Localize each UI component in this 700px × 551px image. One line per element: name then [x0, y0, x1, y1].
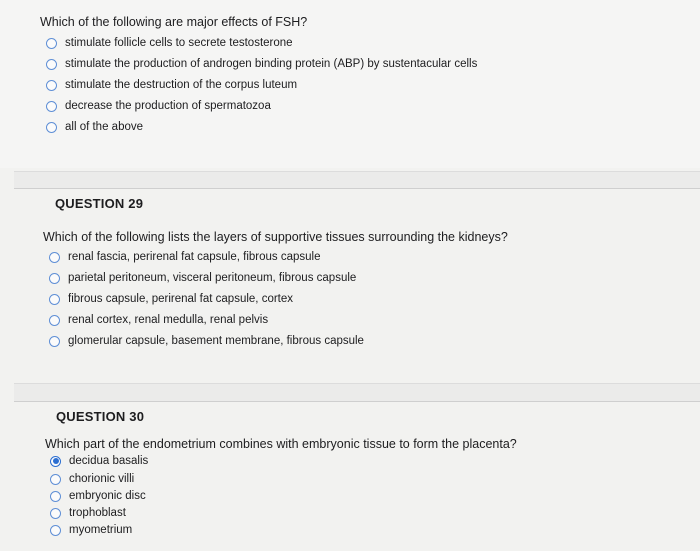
radio-button[interactable] — [46, 38, 57, 49]
radio-button[interactable] — [49, 294, 60, 305]
option-label: decidua basalis — [69, 455, 149, 467]
q29-option-2[interactable] — [49, 272, 356, 284]
radio-button[interactable] — [49, 315, 60, 326]
q29-option-1[interactable] — [49, 251, 321, 263]
q28-option-5[interactable] — [46, 121, 143, 133]
q29-option-5[interactable] — [49, 335, 364, 347]
question-29-heading: QUESTION 29 — [55, 196, 144, 211]
q30-option-1[interactable] — [50, 455, 148, 467]
q30-option-4[interactable] — [50, 507, 126, 519]
option-label: stimulate follicle cells to secrete testosterone — [65, 37, 293, 49]
radio-button[interactable] — [50, 525, 61, 536]
section-spacer — [14, 172, 700, 188]
q29-option-4[interactable] — [49, 314, 268, 326]
radio-button[interactable] — [46, 80, 57, 91]
question-29-prompt: Which of the following lists the layers of supportive tissues surrounding the kidneys? — [43, 230, 508, 244]
option-label: glomerular capsule, basement membrane, fibrous capsule — [68, 335, 364, 347]
radio-button[interactable] — [50, 508, 61, 519]
section-divider — [14, 188, 700, 189]
option-label: renal cortex, renal medulla, renal pelvis — [68, 314, 269, 326]
q29-option-3[interactable] — [49, 293, 293, 305]
question-30-heading: QUESTION 30 — [56, 409, 145, 424]
radio-button[interactable] — [46, 59, 57, 70]
q28-option-4[interactable] — [46, 100, 271, 112]
option-label: parietal peritoneum, visceral peritoneum, fibrous capsule — [68, 272, 357, 284]
question-30-prompt: Which part of the endometrium combines with embryonic tissue to form the placenta? — [45, 437, 517, 451]
q30-option-5[interactable] — [50, 524, 132, 536]
option-label: stimulate the destruction of the corpus luteum — [65, 79, 298, 91]
option-label: chorionic villi — [69, 473, 135, 485]
q30-option-2[interactable] — [50, 473, 134, 485]
radio-button[interactable] — [49, 336, 60, 347]
section-spacer — [14, 384, 700, 401]
option-label: renal fascia, perirenal fat capsule, fibrous capsule — [68, 251, 321, 263]
option-label: trophoblast — [69, 507, 126, 519]
radio-button[interactable] — [49, 252, 60, 263]
option-label: fibrous capsule, perirenal fat capsule, cortex — [68, 293, 294, 305]
option-label: embryonic disc — [69, 490, 146, 502]
q28-option-2[interactable] — [46, 58, 477, 70]
section-divider — [14, 401, 700, 402]
radio-button[interactable] — [50, 474, 61, 485]
q30-option-3[interactable] — [50, 490, 146, 502]
option-label: stimulate the production of androgen binding protein (ABP) by sustentacular cells — [65, 58, 478, 70]
option-label: decrease the production of spermatozoa — [65, 100, 271, 112]
question-28-prompt: Which of the following are major effects of FSH? — [40, 15, 308, 29]
radio-button[interactable] — [46, 101, 57, 112]
radio-button[interactable] — [50, 491, 61, 502]
radio-button-selected[interactable] — [50, 456, 61, 467]
q28-option-1[interactable] — [46, 37, 293, 49]
q28-option-3[interactable] — [46, 79, 297, 91]
option-label: myometrium — [69, 524, 133, 536]
radio-button[interactable] — [49, 273, 60, 284]
option-label: all of the above — [65, 121, 144, 133]
radio-button[interactable] — [46, 122, 57, 133]
